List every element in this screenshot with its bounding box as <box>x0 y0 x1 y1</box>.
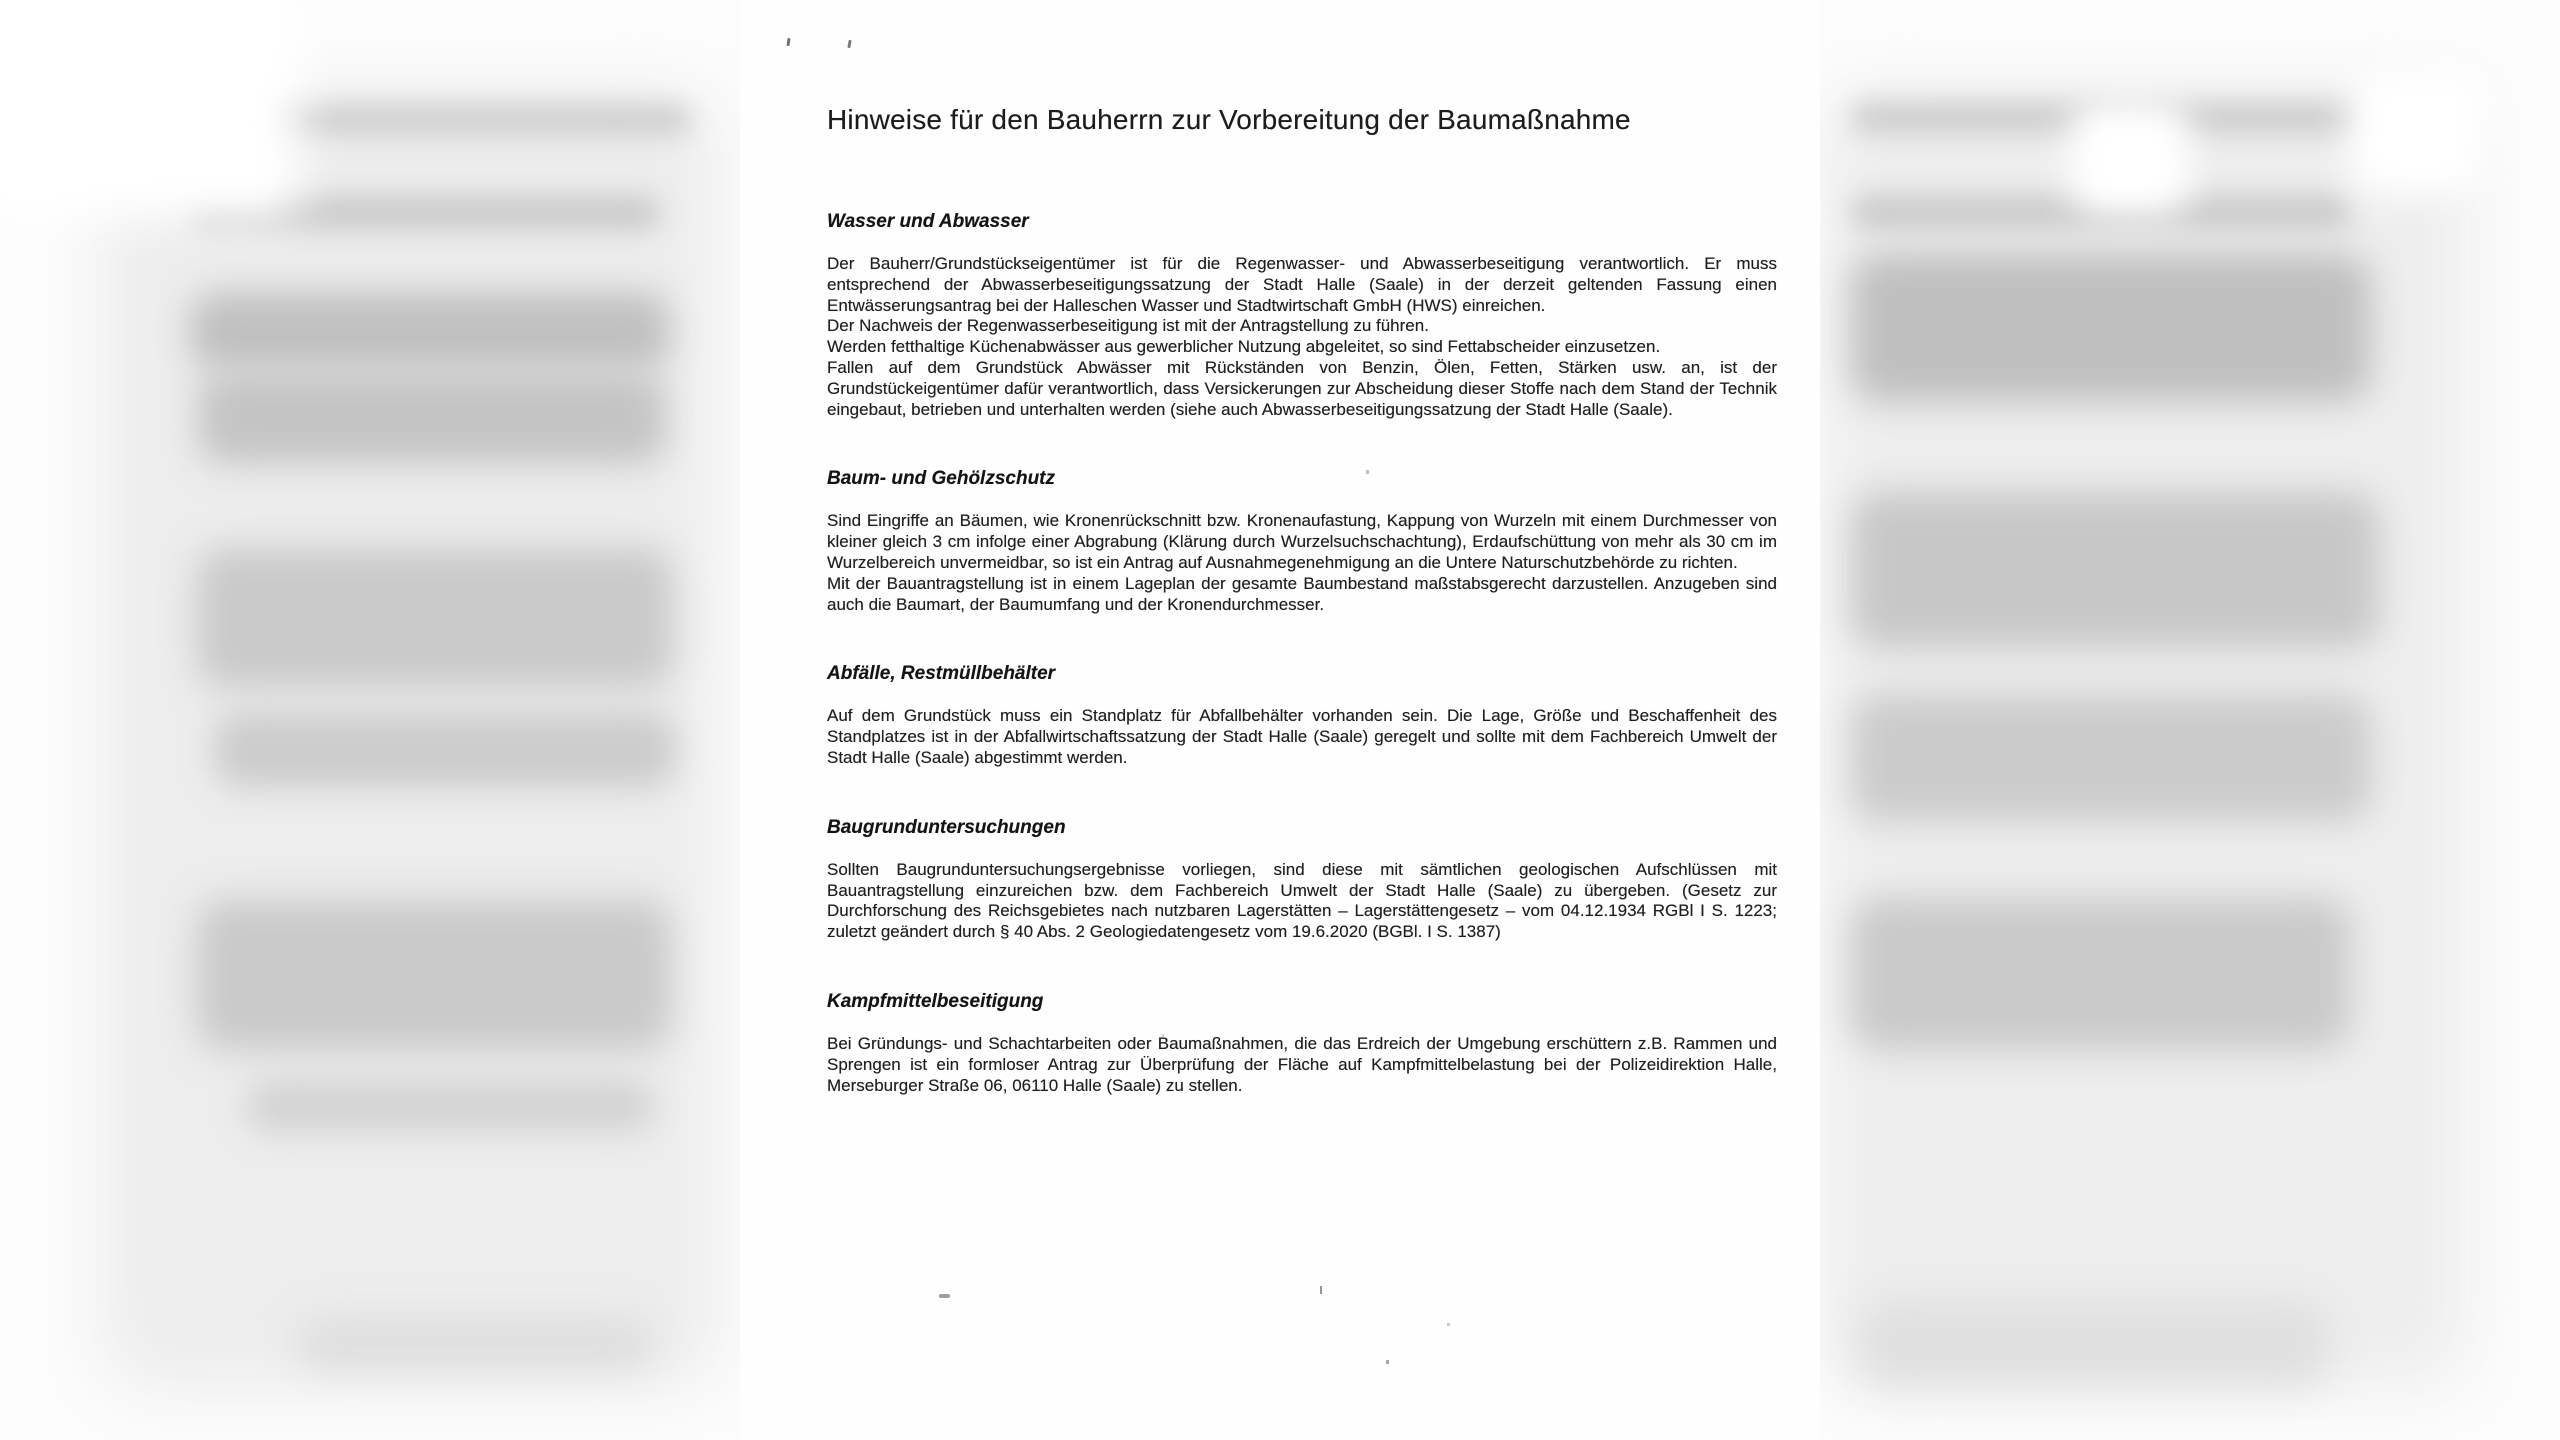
background-blur-band <box>1851 492 2379 648</box>
section-kampfmittelbeseitigung <box>827 991 1777 1096</box>
section-baum-und-gehoelzschutz <box>827 468 1777 615</box>
background-blur-band <box>1851 254 2371 402</box>
document-content <box>740 0 1820 1440</box>
paragraph: Werden fetthaltige Küchenabwässer aus gewerblicher Nutzung abgeleitet, so sind Fettabscheider einzusetzen. <box>827 337 1661 357</box>
paragraph: Der Bauherr/Grundstückseigentümer ist für die Regenwasser- und Abwasserbeseitigung verantwortlich. Er muss entsprechend der Abwasserbeseitigungssatzung der Stadt Halle (Saale) in der derzeit geltenden Fassung einen Entwässerungsantrag bei der Halleschen Wasser und Stadtwirtschaft GmbH (HWS) einreichen. <box>827 254 1777 315</box>
background-blur-band <box>190 292 670 370</box>
section-heading: Baum- und Gehölzschutz <box>827 468 1055 490</box>
document-title: Hinweise für den Bauherrn zur Vorbereitung der Baumaßnahme <box>827 104 1631 135</box>
background-blur-band <box>198 372 666 464</box>
section-baugrunduntersuchungen <box>827 817 1777 943</box>
background-blur-band <box>214 712 676 788</box>
scan-speck <box>1386 1360 1389 1364</box>
background-blur-band <box>296 1318 654 1370</box>
background-blur-band <box>246 1080 654 1132</box>
section-heading: Baugrunduntersuchungen <box>827 816 1066 838</box>
scan-speck <box>1320 1286 1322 1294</box>
background-blur-band <box>1851 694 2371 822</box>
paragraph: Sind Eingriffe an Bäumen, wie Kronenrückschnitt bzw. Kronenaufastung, Kappung von Wurzeln mit einem Durchmesser von kleiner gleich 3 cm infolge einer Abgrabung (Klärung durch Wurzelsuchschachtung), Erdaufschüttung von mehr als 30 cm im Wurzelbereich unvermeidbar, so ist ein Antrag auf Ausnahmegenehmigung an die Untere Naturschutzbehörde zu richten. <box>827 511 1777 572</box>
scan-speck <box>1447 1323 1450 1326</box>
section-abfaelle-restmuellbehaelter <box>827 663 1777 768</box>
background-white-patch <box>2348 70 2483 195</box>
background-white-patch <box>0 0 300 220</box>
background-white-patch <box>2070 100 2190 215</box>
scan-speck <box>939 1294 950 1298</box>
section-heading: Wasser und Abwasser <box>827 211 1029 232</box>
paragraph: Mit der Bauantragstellung ist in einem Lageplan der gesamte Baumbestand maßstabsgerecht darzustellen. Anzugeben sind auch die Baumart, der Baumumfang und der Kronendurchmesser. <box>827 573 1777 614</box>
scan-speck <box>1162 1034 1164 1037</box>
background-blur-band <box>197 548 673 688</box>
background-blur-band <box>197 900 671 1050</box>
paragraph: Auf dem Grundstück muss ein Standplatz für Abfallbehälter vorhanden sein. Die Lage, Größe und Beschaffenheit des Standplatzes ist in der Abfallwirtschaftssatzung der Stadt Halle (Saale) geregelt und sollte mit dem Fachbereich Umwelt der Stadt Halle (Saale) abgestimmt werden. <box>827 706 1777 767</box>
background-blur-band <box>1859 1300 2329 1386</box>
scan-speck <box>1366 470 1369 474</box>
section-wasser-und-abwasser <box>827 211 1777 420</box>
paragraph: Der Nachweis der Regenwasserbeseitigung ist mit der Antragstellung zu führen. <box>827 316 1429 336</box>
paragraph: Bei Gründungs- und Schachtarbeiten oder Baumaßnahmen, die das Erdreich der Umgebung erschüttern z.B. Rammen und Sprengen ist ein formloser Antrag zur Überprüfung der Fläche auf Kampfmittelbelastung bei der Polizeidirektion Halle, Merseburger Straße 06, 06110 Halle (Saale) zu stellen. <box>827 1033 1777 1095</box>
section-heading: Kampfmittelbeseitigung <box>827 990 1044 1012</box>
background-blur-band <box>1851 898 2351 1050</box>
document-page <box>740 0 1820 1440</box>
section-heading: Abfälle, Restmüllbehälter <box>827 663 1056 685</box>
background-blur-left <box>0 0 740 1440</box>
paragraph: Sollten Baugrunduntersuchungsergebnisse vorliegen, sind diese mit sämtlichen geologischen Aufschlüssen mit Bauantragstellung einzureichen bzw. dem Fachbereich Umwelt der Stadt Halle (Saale) zu übergeben. (Gesetz zur Durchforschung des Reichsgebietes nach nutzbaren Lagerstätten – Lagerstättengesetz – vom 04.12.1934 RGBl I S. 1223; zuletzt geändert durch § 40 Abs. 2 Geologiedatengesetz vom 19.6.2020 (BGBl. I S. 1387) <box>827 859 1777 942</box>
paragraph: Fallen auf dem Grundstück Abwässer mit Rückständen von Benzin, Ölen, Fetten, Stärken usw. an, ist der Grundstückeigentümer dafür verantwortlich, dass Versickerungen zur Abscheidung dieser Stoffe nach dem Stand der Technik eingebaut, betrieben und unterhalten werden (siehe auch Abwasserbeseitigungssatzung der Stadt Halle (Saale). <box>827 357 1777 419</box>
background-blur-right <box>1820 0 2560 1440</box>
